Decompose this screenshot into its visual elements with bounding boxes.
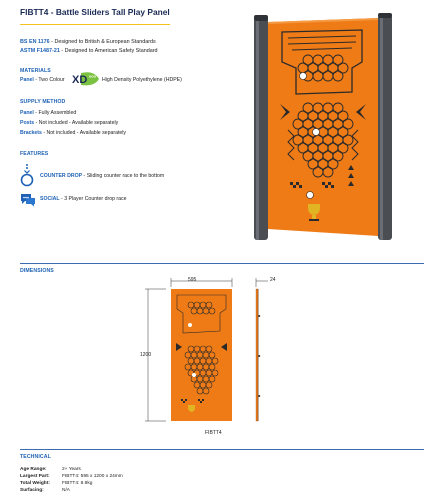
materials-hdpe: High Density Polyethylene (HDPE) (102, 77, 182, 83)
features-heading: FEATURES (20, 151, 49, 157)
supply-heading: SUPPLY METHOD (20, 99, 66, 105)
dimension-width: 595 (188, 277, 197, 283)
supply-item-panel: Panel - Fully Assembled (20, 110, 77, 116)
tech-row-weight: Total Weight: FIBTT4: 8.9kg (20, 481, 93, 486)
drawing-caption: FIBTT4 (205, 430, 222, 436)
xd-eco-logo (72, 71, 100, 87)
social-chat-icon (20, 193, 36, 207)
feature-social: SOCIAL - 3 Player Counter drop race (40, 196, 127, 202)
tech-row-age: Age Range: 2+ Years (20, 467, 81, 472)
tech-row-largest-part: Largest Part: FIBTT4: 595 x 1200 x 24mm (20, 474, 123, 479)
standard-bs-en: BS EN 1176 - Designed to British & European Standards (20, 39, 156, 45)
materials-heading: MATERIALS (20, 68, 51, 74)
technical-rule (20, 449, 424, 450)
product-panel-image (248, 12, 398, 242)
supply-item-posts: Posts - Not included - Available separately (20, 120, 119, 126)
svg-text:eco: eco (89, 73, 96, 79)
svg-text:XD: XD (72, 74, 88, 86)
technical-heading: TECHNICAL (20, 454, 51, 460)
page-title: FIBTT4 - Battle Sliders Tall Play Panel (20, 7, 170, 17)
title-underline (20, 24, 170, 25)
materials-panel-line: Panel - Two Colour (20, 77, 65, 83)
tech-row-surfacing: Surfacing: N/A (20, 488, 70, 493)
supply-item-brackets: Brackets - Not included - Available separately (20, 130, 127, 136)
dimension-height: 1200 (140, 352, 152, 358)
dimension-drawing (138, 275, 288, 445)
dimension-depth: 24 (270, 277, 276, 283)
feature-counter-drop: COUNTER DROP - Sliding counter race to the bottom (40, 173, 165, 179)
dimensions-rule (20, 263, 424, 264)
standard-astm: ASTM F1487-21 - Designed to American Safety Standard (20, 48, 158, 54)
counter-drop-icon (20, 163, 34, 187)
dimensions-heading: DIMENSIONS (20, 268, 54, 274)
